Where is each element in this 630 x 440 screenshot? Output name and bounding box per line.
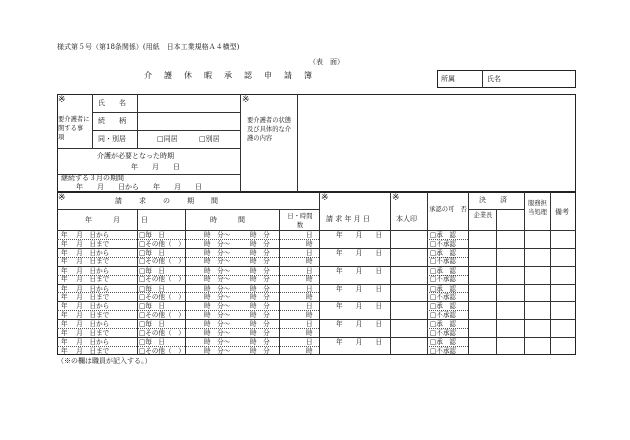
row-every-day[interactable]: □毎 日 — [139, 320, 166, 329]
care-group-label: 要介護者に関する事 項 — [58, 116, 96, 142]
row-day-unit: 日 — [306, 338, 313, 347]
request-period-label: 請 求 の 期 間 — [115, 197, 219, 205]
corp-head-label: 企業長 — [473, 212, 493, 219]
row-time-from: 時 分～ — [204, 284, 231, 293]
row-reject[interactable]: □不承認 — [430, 346, 457, 355]
row-to: 年 月 日まで — [61, 293, 110, 302]
care-name-label: 氏 名 — [98, 99, 126, 107]
row-day-unit: 日 — [306, 266, 313, 275]
row-time-from: 時 分～ — [204, 266, 231, 275]
row-minute: 時 分 — [250, 311, 270, 320]
request-date-label: 請 求 年 月 日 — [326, 215, 370, 223]
row-minute: 時 分 — [250, 275, 270, 284]
form-title: 介 護 休 暇 承 認 申 請 簿 — [144, 71, 314, 80]
row-approve[interactable]: □承 認 — [430, 302, 457, 311]
row-minute: 時 分 — [250, 293, 270, 302]
approval-label: 承認の可 否 — [429, 206, 467, 213]
row-day-unit: 日 — [306, 302, 313, 311]
needed-since-label: 介護が必要となった時期 — [97, 152, 174, 160]
row-every-day[interactable]: □毎 日 — [139, 284, 166, 293]
row-minute: 時 分 — [250, 338, 270, 347]
staff-mark: ※ — [58, 95, 66, 105]
row-approve[interactable]: □承 認 — [430, 231, 457, 239]
row-to: 年 月 日まで — [61, 328, 110, 337]
row-every-day[interactable]: □毎 日 — [139, 302, 166, 311]
row-minute: 時 分 — [250, 302, 270, 311]
row-time-to: 時 分～ — [204, 311, 231, 320]
row-other[interactable]: □その他（ ） — [139, 275, 185, 284]
row-time-from: 時 分～ — [204, 320, 231, 329]
row-to: 年 月 日まで — [61, 239, 110, 248]
row-minute: 時 分 — [250, 231, 270, 239]
row-from: 年 月 日から — [61, 231, 110, 239]
row-other[interactable]: □その他（ ） — [139, 257, 185, 266]
three-month-label: 継続する３月の期間 — [61, 174, 124, 182]
staff-handling-label: 服務担当処理 — [528, 200, 547, 217]
row-day-unit: 日 — [306, 284, 313, 293]
row-time-to: 時 分～ — [204, 328, 231, 337]
row-every-day[interactable]: □毎 日 — [139, 266, 166, 275]
row-req-date: 年 月 日 — [336, 284, 383, 293]
row-req-date: 年 月 日 — [336, 338, 383, 347]
name-label: 氏名 — [487, 75, 501, 83]
row-minute: 時 分 — [250, 257, 270, 266]
row-from: 年 月 日から — [61, 338, 110, 347]
decision-label: 決 済 — [479, 196, 507, 204]
row-minute: 時 分 — [250, 346, 270, 355]
time-col-label: 時 間 — [210, 216, 245, 224]
row-time-to: 時 分～ — [204, 346, 231, 355]
staff-mark: ※ — [58, 193, 66, 203]
row-to: 年 月 日まで — [61, 275, 110, 284]
row-req-date: 年 月 日 — [336, 248, 383, 257]
row-time-from: 時 分～ — [204, 248, 231, 257]
department-label: 所属 — [441, 75, 455, 83]
row-to: 年 月 日まで — [61, 257, 110, 266]
remarks-label: 備考 — [555, 208, 569, 216]
row-minute: 時 分 — [250, 320, 270, 329]
row-reject[interactable]: □不承認 — [430, 275, 457, 284]
row-approve[interactable]: □承 認 — [430, 320, 457, 329]
row-other[interactable]: □その他（ ） — [139, 346, 185, 355]
living-option-same[interactable]: □同居 — [157, 135, 178, 143]
living-option-separate[interactable]: □別居 — [199, 135, 220, 143]
row-from: 年 月 日から — [61, 302, 110, 311]
form-number: 様式第５号（第18条関係）(用紙 日本工業規格Ａ４横型) — [57, 43, 240, 51]
staff-mark: ※ — [242, 95, 250, 105]
row-day-unit: 日 — [306, 248, 313, 257]
row-reject[interactable]: □不承認 — [430, 328, 457, 337]
row-other[interactable]: □その他（ ） — [139, 239, 185, 248]
day-hour-label: 日・時間 数 — [287, 213, 319, 230]
row-other[interactable]: □その他（ ） — [139, 293, 185, 302]
row-time-from: 時 分～ — [204, 338, 231, 347]
row-hour-unit: 時 — [306, 239, 313, 248]
row-hour-unit: 時 — [306, 346, 313, 355]
staff-mark: ※ — [321, 193, 329, 203]
row-from: 年 月 日から — [61, 320, 110, 329]
row-reject[interactable]: □不承認 — [430, 293, 457, 302]
row-approve[interactable]: □承 認 — [430, 284, 457, 293]
row-time-to: 時 分～ — [204, 293, 231, 302]
row-every-day[interactable]: □毎 日 — [139, 248, 166, 257]
row-from: 年 月 日から — [61, 266, 110, 275]
row-reject[interactable]: □不承認 — [430, 239, 457, 248]
row-approve[interactable]: □承 認 — [430, 266, 457, 275]
row-time-from: 時 分～ — [204, 302, 231, 311]
row-time-to: 時 分～ — [204, 239, 231, 248]
row-approve[interactable]: □承 認 — [430, 248, 457, 257]
row-every-day[interactable]: □毎 日 — [139, 338, 166, 347]
row-req-date: 年 月 日 — [336, 302, 383, 311]
staff-mark: ※ — [392, 193, 400, 203]
row-every-day[interactable]: □毎 日 — [139, 231, 166, 239]
row-minute: 時 分 — [250, 284, 270, 293]
row-other[interactable]: □その他（ ） — [139, 311, 185, 320]
row-time-to: 時 分～ — [204, 275, 231, 284]
three-month-range: 年 月 日から 年 月 日 — [76, 183, 202, 191]
needed-since-date: 年 月 日 — [131, 163, 180, 171]
affiliation-box — [437, 70, 576, 88]
care-subject-block — [57, 94, 576, 192]
relation-label: 続 柄 — [98, 117, 126, 125]
row-approve[interactable]: □承 認 — [430, 338, 457, 347]
row-to: 年 月 日まで — [61, 311, 110, 320]
row-day-unit: 日 — [306, 231, 313, 239]
row-req-date: 年 月 日 — [336, 266, 383, 275]
row-hour-unit: 時 — [306, 275, 313, 284]
row-minute: 時 分 — [250, 248, 270, 257]
side-label: （表 面） — [309, 58, 344, 66]
row-day-unit: 日 — [306, 320, 313, 329]
row-hour-unit: 時 — [306, 311, 313, 320]
row-hour-unit: 時 — [306, 257, 313, 266]
row-req-date: 年 月 日 — [336, 320, 383, 329]
living-label: 同・別居 — [98, 135, 126, 143]
row-other[interactable]: □その他（ ） — [139, 328, 185, 337]
row-minute: 時 分 — [250, 239, 270, 248]
footnote: （※の欄は職員が記入する。） — [57, 357, 152, 365]
row-hour-unit: 時 — [306, 328, 313, 337]
row-to: 年 月 日まで — [61, 346, 110, 355]
applicant-seal-label: 本人印 — [396, 215, 417, 223]
row-minute: 時 分 — [250, 266, 270, 275]
row-reject[interactable]: □不承認 — [430, 311, 457, 320]
row-reject[interactable]: □不承認 — [430, 257, 457, 266]
row-hour-unit: 時 — [306, 293, 313, 302]
row-minute: 時 分 — [250, 328, 270, 337]
row-time-to: 時 分～ — [204, 257, 231, 266]
row-from: 年 月 日から — [61, 284, 110, 293]
care-state-label: 要介護者の状態及び具体的な介護の内容 — [247, 117, 292, 143]
date-col-label: 年 月 日 — [85, 216, 148, 224]
row-time-from: 時 分～ — [204, 231, 231, 239]
row-from: 年 月 日から — [61, 248, 110, 257]
row-req-date: 年 月 日 — [336, 231, 383, 239]
